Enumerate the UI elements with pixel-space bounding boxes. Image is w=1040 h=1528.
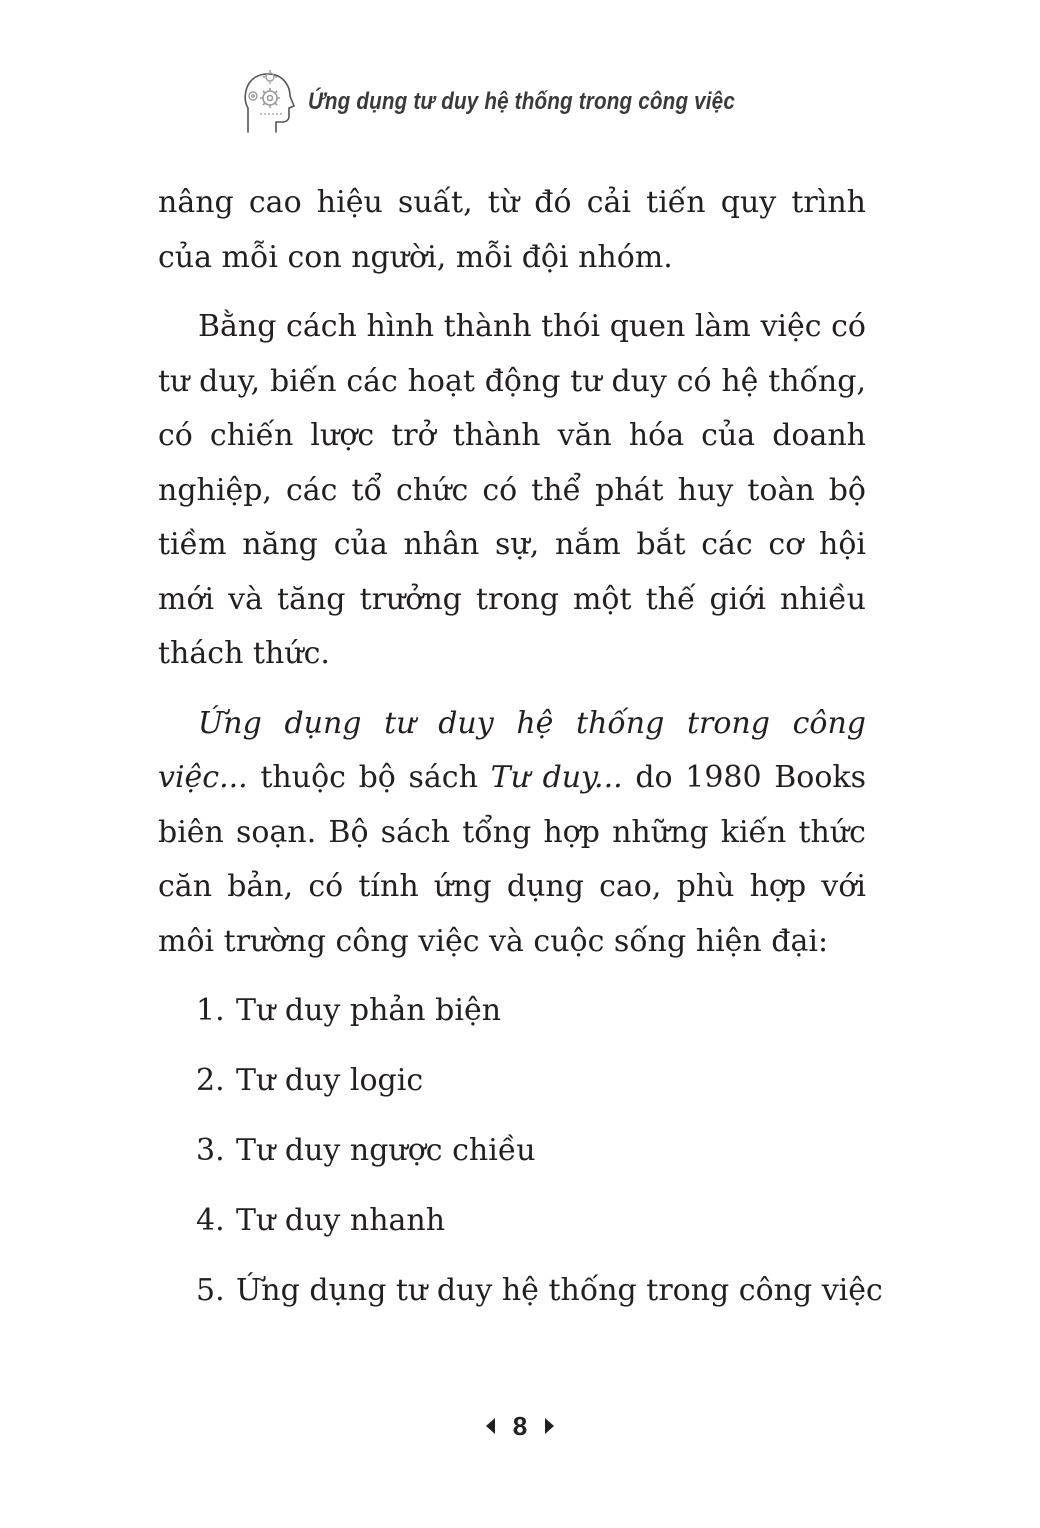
paragraph-3 [158, 697, 866, 970]
page-footer [460, 1404, 580, 1448]
paragraph-1: nâng cao hiệu suất, từ đó cải tiến quy trình của mỗi con người, mỗi đội nhóm. [158, 185, 866, 275]
triangle-right-icon [545, 1418, 554, 1434]
list-item [158, 1054, 866, 1109]
series-title-italic: Tư duy... [490, 760, 623, 795]
list-item-label: Ứng dụng tư duy hệ thống trong công việc [236, 1273, 883, 1308]
list-item [158, 1194, 866, 1249]
page-number: 8 [512, 1410, 528, 1441]
paragraph-2: Bằng cách hình thành thói quen làm việc có tư duy, biến các hoạt động tư duy có hệ thống, có chiến lược trở thành văn hóa của doanh nghiệp, các tổ chức có thể phát huy toàn bộ tiềm năng của nhân sự, nắm bắt các cơ hội mới và tăng trưởng trong một thế giới nhiều thách thức. [158, 309, 866, 671]
list-item [158, 1124, 866, 1179]
paragraph-3-text-2: do 1980 Books biên soạn. Bộ sách tổng hợp những kiến thức căn bản, có tính ứng dụng cao, phù hợp với môi trường công việc và cuộc sống hiện đại: [158, 760, 866, 959]
list-item [158, 984, 866, 1039]
list-item-label: Tư duy ngược chiều [236, 1133, 536, 1168]
list-item [158, 1264, 883, 1319]
list-item-label: Tư duy nhanh [236, 1203, 446, 1238]
running-header [240, 68, 800, 136]
book-series-list [158, 984, 883, 1319]
page-body [158, 176, 883, 1334]
paragraph-3-text-1: thuộc bộ sách [247, 760, 491, 795]
list-item-label: Tư duy phản biện [236, 993, 502, 1028]
list-item-number: 2. [196, 1063, 225, 1098]
book-title-italic: Ứng dụng tư duy hệ thống trong công việc... [158, 705, 866, 795]
list-item-number: 5. [196, 1273, 225, 1308]
head-gears-icon [240, 68, 300, 136]
triangle-left-icon [486, 1418, 495, 1434]
header-title: Ứng dụng tư duy hệ thống trong công việc [308, 88, 735, 115]
list-item-number: 3. [196, 1133, 225, 1168]
list-item-number: 1. [196, 993, 225, 1028]
list-item-label: Tư duy logic [236, 1063, 424, 1098]
list-item-number: 4. [196, 1203, 225, 1238]
